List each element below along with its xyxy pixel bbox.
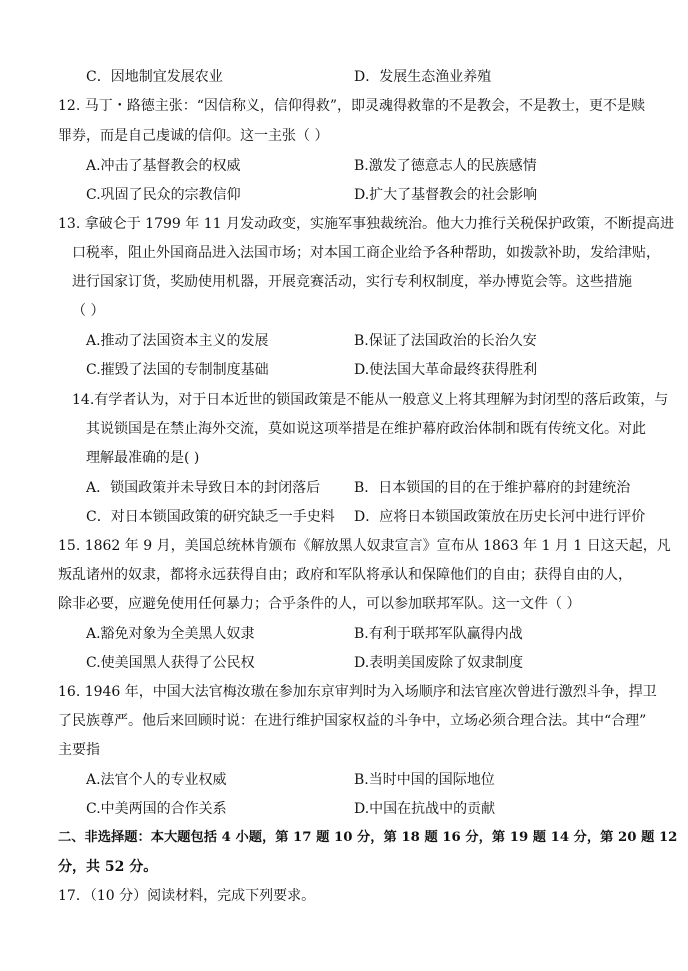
q16-option-b: B.当时中国的国际地位 bbox=[354, 772, 495, 788]
q17-stem-line1: 17．（10 分）阅读材料，完成下列要求。 bbox=[58, 888, 316, 904]
q13-option-a: A.推动了法国资本主义的发展 bbox=[86, 333, 269, 349]
q12-stem-line1: 12. 马丁・路德主张：“因信称义，信仰得救”，即灵魂得救靠的不是教会，不是教士，更不是赎 bbox=[58, 98, 646, 114]
q15-option-b: B.有利于联邦军队赢得内战 bbox=[354, 626, 523, 642]
section2-heading-line1: 二、非选择题：本大题包括 4 小题，第 17 题 10 分，第 18 题 16 分，第 19 题 14 分，第 20 题 12 bbox=[58, 830, 678, 845]
q12-option-b: B.激发了德意志人的民族感情 bbox=[354, 158, 537, 174]
q13-stem-line3: 进行国家订货，奖励使用机器，开展竞赛活动，实行专利权制度，举办博览会等。这些措施 bbox=[72, 274, 632, 290]
q14-stem-line3: 理解最准确的是( ) bbox=[86, 450, 200, 466]
q11-option-c: C．因地制宜发展农业 bbox=[86, 69, 223, 85]
q13-option-b: B.保证了法国政治的长治久安 bbox=[354, 333, 537, 349]
q15-stem-line2: 叛乱诸州的奴隶，都将永远获得自由；政府和军队将承认和保障他们的自由；获得自由的人， bbox=[58, 567, 632, 583]
q13-stem-line2: 口税率，阻止外国商品进入法国市场；对本国工商企业给予各种帮助，如拨款补助，发给津贴， bbox=[72, 245, 660, 261]
q15-option-d: D.表明美国废除了奴隶制度 bbox=[354, 655, 524, 671]
q14-option-b: B．日本锁国的目的在于维护幕府的封建统治 bbox=[354, 480, 631, 496]
q13-stem-line4: （ ） bbox=[72, 303, 105, 319]
q14-stem-line2: 其说锁国是在禁止海外交流，莫如说这项举措是在维护幕府政治体制和既有传统文化。对此 bbox=[86, 421, 646, 437]
q15-stem-line3: 除非必要，应避免使用任何暴力；合乎条件的人，可以参加联邦军队。这一文件（ ） bbox=[58, 596, 581, 612]
q12-option-c: C.巩固了民众的宗教信仰 bbox=[86, 187, 241, 203]
q16-stem-line1: 16. 1946 年，中国大法官梅汝璈在参加东京审判时为入场顺序和法官座次曾进行激烈斗争，捍卫 bbox=[58, 684, 657, 700]
q15-stem-line1: 15. 1862 年 9 月，美国总统林肯颁布《解放黑人奴隶宣言》宣布从 1863 年 1 月 1 日这天起，凡 bbox=[58, 538, 671, 554]
q16-option-a: A.法官个人的专业权威 bbox=[86, 772, 227, 788]
q16-stem-line2: 了民族尊严。他后来回顾时说：在进行维护国家权益的斗争中，立场必须合理合法。其中“合理” bbox=[58, 713, 647, 729]
q12-option-d: D.扩大了基督教会的社会影响 bbox=[354, 187, 538, 203]
q15-option-c: C.使美国黑人获得了公民权 bbox=[86, 655, 255, 671]
q15-option-a: A.豁免对象为全美黑人奴隶 bbox=[86, 626, 255, 642]
q16-option-d: D.中国在抗战中的贡献 bbox=[354, 801, 496, 817]
q16-stem-line3: 主要指 bbox=[58, 742, 100, 758]
section2-heading-line2: 分，共 52 分。 bbox=[58, 859, 158, 875]
q13-stem-line1: 13. 拿破仑于 1799 年 11 月发动政变，实施军事独裁统治。他大力推行关税保护政策，不断提高进 bbox=[58, 216, 674, 232]
q12-stem-line2: 罪券，而是自己虔诚的信仰。这一主张（ ） bbox=[58, 128, 329, 144]
q16-option-c: C.中美两国的合作关系 bbox=[86, 801, 227, 817]
q11-option-d: D．发展生态渔业养殖 bbox=[354, 69, 492, 85]
q14-option-d: D．应将日本锁国政策放在历史长河中进行评价 bbox=[354, 509, 646, 525]
q14-option-c: C．对日本锁国政策的研究缺乏一手史料 bbox=[86, 509, 335, 525]
q14-option-a: A．锁国政策并未导致日本的封闭落后 bbox=[86, 480, 321, 496]
q13-option-d: D.使法国大革命最终获得胜利 bbox=[354, 362, 538, 378]
q12-option-a: A.冲击了基督教会的权威 bbox=[86, 158, 241, 174]
q13-option-c: C.摧毁了法国的专制制度基础 bbox=[86, 362, 269, 378]
q14-stem-line1: 14.有学者认为，对于日本近世的锁国政策是不能从一般意义上将其理解为封闭型的落后政策，与 bbox=[72, 392, 669, 408]
